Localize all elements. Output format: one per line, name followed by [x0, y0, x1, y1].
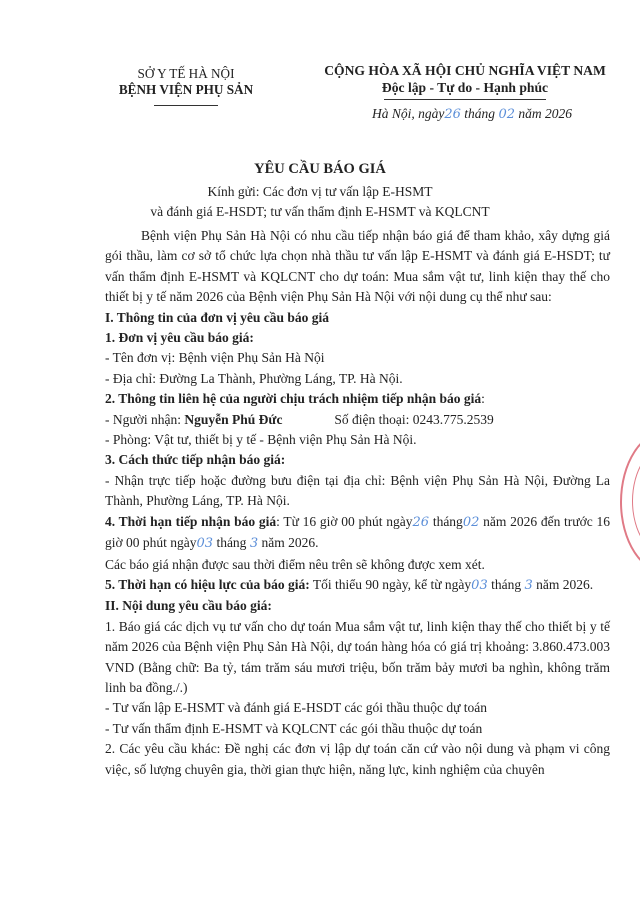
section-2-heading: II. Nội dung yêu cầu báo giá:: [105, 598, 272, 614]
addressee-line-1: Kính gửi: Các đơn vị tư vấn lập E-HSMT: [207, 184, 433, 199]
national-motto: [300, 62, 630, 100]
deadline-text: tháng: [213, 535, 250, 551]
unit-name: - Tên đơn vị: Bệnh viện Phụ Sản Hà Nội: [105, 350, 325, 366]
validity-text: tháng: [487, 576, 525, 592]
late-quotation-note: Các báo giá nhận được sau thời điểm nêu trên sẽ không được xem xét.: [105, 556, 485, 572]
motto-underline: [384, 99, 546, 100]
org-line-1: SỞ Y TẾ HÀ NỘI: [137, 66, 235, 81]
validity-day-handwritten: 03: [471, 577, 488, 593]
content-item-2: 2. Các yêu cầu khác: Đề nghị các đơn vị lập dự toán căn cứ vào nội dung và phạm vi công việc, số lượng chuyên gia, thời gian thực hiện, năng lực, kinh nghiệm của chuyên: [105, 741, 610, 777]
org-line-2: BỆNH VIỆN PHỤ SẢN: [118, 82, 254, 97]
receipt-method: - Nhận trực tiếp hoặc đường bưu điện tại địa chỉ: Bệnh viện Phụ Sản Hà Nội, Đường La Thành, Phường Láng, TP. Hà Nội.: [105, 472, 610, 509]
deadline-start-day-handwritten: 26: [412, 514, 430, 530]
deadline-text: năm 2026.: [258, 535, 319, 551]
deadline-end-month-handwritten: 3: [249, 536, 259, 552]
section-1-heading: I. Thông tin của đơn vị yêu cầu báo giá: [105, 309, 330, 325]
content-bullet-2: - Tư vấn thẩm định E-HSMT và KQLCNT các gói thầu thuộc dự toán: [105, 720, 483, 736]
deadline-end-day-handwritten: 03: [196, 536, 214, 552]
validity-month-handwritten: 3: [524, 577, 533, 593]
receipt-deadline: [105, 512, 610, 555]
document-date: [372, 106, 572, 122]
deadline-text: : Từ 16 giờ 00 phút ngày: [276, 513, 413, 529]
date-day-handwritten: 26: [444, 107, 461, 122]
intro-paragraph: Bệnh viện Phụ Sản Hà Nội có nhu cầu tiếp nhận báo giá để tham khảo, xây dựng giá gói thầu, làm cơ sở tổ chức lựa chọn nhà thầu tư vấn lập E-HSMT và đánh giá E-HSDT; tư vấn thẩm định E-HSMT và KQLCNT cho dự toán: Mua sắm vật tư, linh kiện thay thế cho thiết bị y tế năm 2026 của Bệnh viện Phụ Sản Hà Nội với nội dung cụ thể như sau:: [105, 228, 610, 305]
issuing-organization: [96, 66, 276, 106]
validity-text: Tối thiểu 90 ngày, kể từ ngày: [309, 576, 472, 592]
deadline-start-month-handwritten: 02: [462, 514, 480, 530]
subsection-3-heading: 3. Cách thức tiếp nhận báo giá:: [105, 452, 286, 468]
subsection-2-heading: [105, 389, 610, 409]
addressee-line-2: và đánh giá E-HSDT; tư vấn thẩm định E-HSMT và KQLCNT: [150, 204, 490, 219]
document-body: [105, 226, 610, 780]
subsection-1-heading: 1. Đơn vị yêu cầu báo giá:: [105, 330, 254, 346]
recipient-name: Nguyễn Phú Đức: [184, 411, 283, 427]
date-suffix: năm 2026: [514, 106, 572, 121]
subsection-2-title: 2. Thông tin liên hệ của người chịu trách nhiệm tiếp nhận báo giá: [105, 391, 482, 407]
content-item-1: 1. Báo giá các dịch vụ tư vấn cho dự toán Mua sắm vật tư, linh kiện thay thế cho thiết bị y tế năm 2026 của Bệnh viện Phụ Sản Hà Nội, dự toán hàng hóa có giá trị khoảng: 3.860.473.003 VND (Bằng chữ: Ba tỷ, tám trăm sáu mươi triệu, bốn trăm bảy mươi ba nghìn, không trăm linh ba đồng./.): [105, 618, 610, 695]
validity-text: năm 2026.: [532, 576, 594, 592]
recipient-line: [105, 410, 610, 430]
date-month-label: tháng: [460, 106, 499, 121]
recipient-department: - Phòng: Vật tư, thiết bị y tế - Bệnh viện Phụ Sản Hà Nội.: [105, 432, 417, 448]
subsection-4-heading: 4. Thời hạn tiếp nhận báo giá: [105, 513, 277, 529]
recipient-phone: Số điện thoại: 0243.775.2539: [334, 411, 494, 427]
quotation-validity: [105, 575, 610, 596]
nation-line-2: Độc lập - Tự do - Hạnh phúc: [381, 80, 549, 95]
unit-address: - Địa chỉ: Đường La Thành, Phường Láng, TP. Hà Nội.: [105, 370, 403, 386]
content-bullet-1: - Tư vấn lập E-HSMT và đánh giá E-HSDT các gói thầu thuộc dự toán: [105, 700, 488, 716]
deadline-text: tháng: [429, 513, 463, 529]
subsection-2-colon: :: [481, 391, 485, 407]
deadline-text: năm 2026 đến trước 16 giờ 00 phút ngày: [105, 513, 610, 551]
nation-line-1: CỘNG HÒA XÃ HỘI CHỦ NGHĨA VIỆT NAM: [324, 63, 606, 78]
org-underline: [154, 105, 218, 106]
recipient-label: - Người nhận:: [105, 411, 185, 427]
date-month-handwritten: 02: [498, 107, 515, 122]
document-title: YÊU CẦU BÁO GIÁ: [254, 161, 386, 177]
subsection-5-heading: 5. Thời hạn có hiệu lực của báo giá:: [105, 576, 310, 592]
date-prefix: Hà Nội, ngày: [372, 106, 445, 121]
